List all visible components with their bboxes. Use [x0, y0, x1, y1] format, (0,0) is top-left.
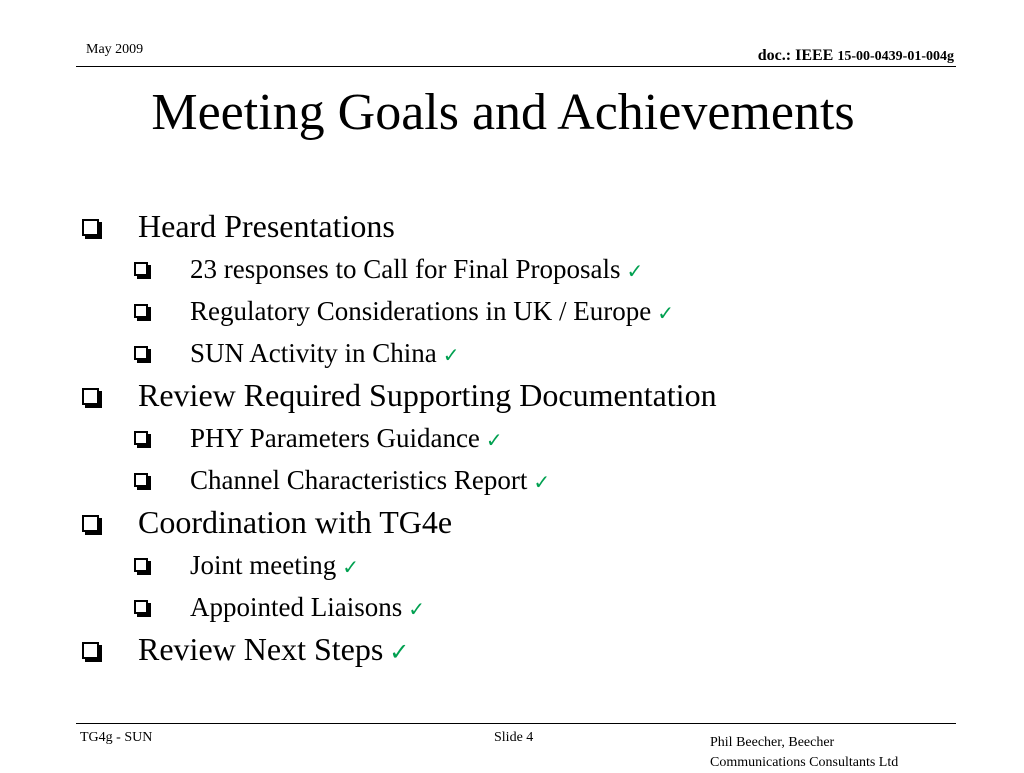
checkmark-icon: ✓ [442, 343, 460, 367]
bullet-item [80, 205, 980, 248]
footer-author-line2: Communications Consultants Ltd [710, 755, 899, 770]
square-box-icon [82, 515, 99, 532]
checkmark-icon: ✓ [342, 555, 359, 579]
bullet-text: Review Next Steps [138, 631, 384, 667]
sub-bullet-text: Channel Characteristics Report [190, 465, 528, 495]
bullet-item [80, 501, 980, 544]
checkmark-icon: ✓ [626, 259, 644, 283]
sub-bullet-item [80, 290, 980, 332]
checkmark-icon: ✓ [389, 638, 410, 666]
sub-bullet-text: Regulatory Considerations in UK / Europe [190, 296, 652, 326]
square-box-icon [82, 388, 99, 405]
bullet-text: Review Required Supporting Documentation [138, 377, 717, 413]
sub-bullet-text: Joint meeting [190, 550, 337, 580]
square-box-icon [134, 558, 148, 572]
bullet-list [80, 205, 980, 671]
sub-bullet-text: SUN Activity in China [190, 338, 437, 368]
square-box-icon [82, 219, 99, 236]
bullet-item [80, 628, 980, 671]
footer-rule [76, 723, 956, 724]
sub-bullet-item [80, 586, 980, 628]
doc-number: 15-00-0439-01-004g [837, 49, 954, 64]
footer-author-line1: Phil Beecher, Beecher [710, 735, 835, 750]
footer-group-name: TG4g - SUN [80, 730, 153, 745]
checkmark-icon: ✓ [485, 428, 503, 452]
sub-bullet-item [80, 332, 980, 374]
checkmark-icon: ✓ [657, 301, 674, 325]
footer-author [710, 733, 898, 773]
sub-bullet-text: PHY Parameters Guidance [190, 423, 480, 453]
square-box-icon [134, 304, 148, 318]
sub-bullet-text: Appointed Liaisons [190, 592, 403, 622]
sub-bullet-text: 23 responses to Call for Final Proposals [190, 254, 621, 284]
doc-prefix: doc.: IEEE [757, 47, 838, 64]
bullet-item [80, 374, 980, 417]
header-rule [76, 66, 956, 67]
square-box-icon [134, 346, 148, 360]
square-box-icon [134, 431, 148, 445]
sub-bullet-item [80, 248, 980, 290]
slide-title: Meeting Goals and Achievements [151, 84, 855, 141]
sub-bullet-item [80, 459, 980, 501]
checkmark-icon: ✓ [533, 470, 551, 494]
square-box-icon [82, 642, 99, 659]
bullet-text: Coordination with TG4e [138, 504, 453, 540]
sub-bullet-item [80, 417, 980, 459]
square-box-icon [134, 473, 148, 487]
bullet-text: Heard Presentations [138, 208, 395, 244]
square-box-icon [134, 600, 148, 614]
checkmark-icon: ✓ [408, 597, 425, 621]
square-box-icon [134, 262, 148, 276]
sub-bullet-item [80, 544, 980, 586]
footer-slide-number: Slide 4 [494, 730, 534, 745]
header-date: May 2009 [86, 42, 144, 57]
header-doc-id [758, 47, 954, 65]
